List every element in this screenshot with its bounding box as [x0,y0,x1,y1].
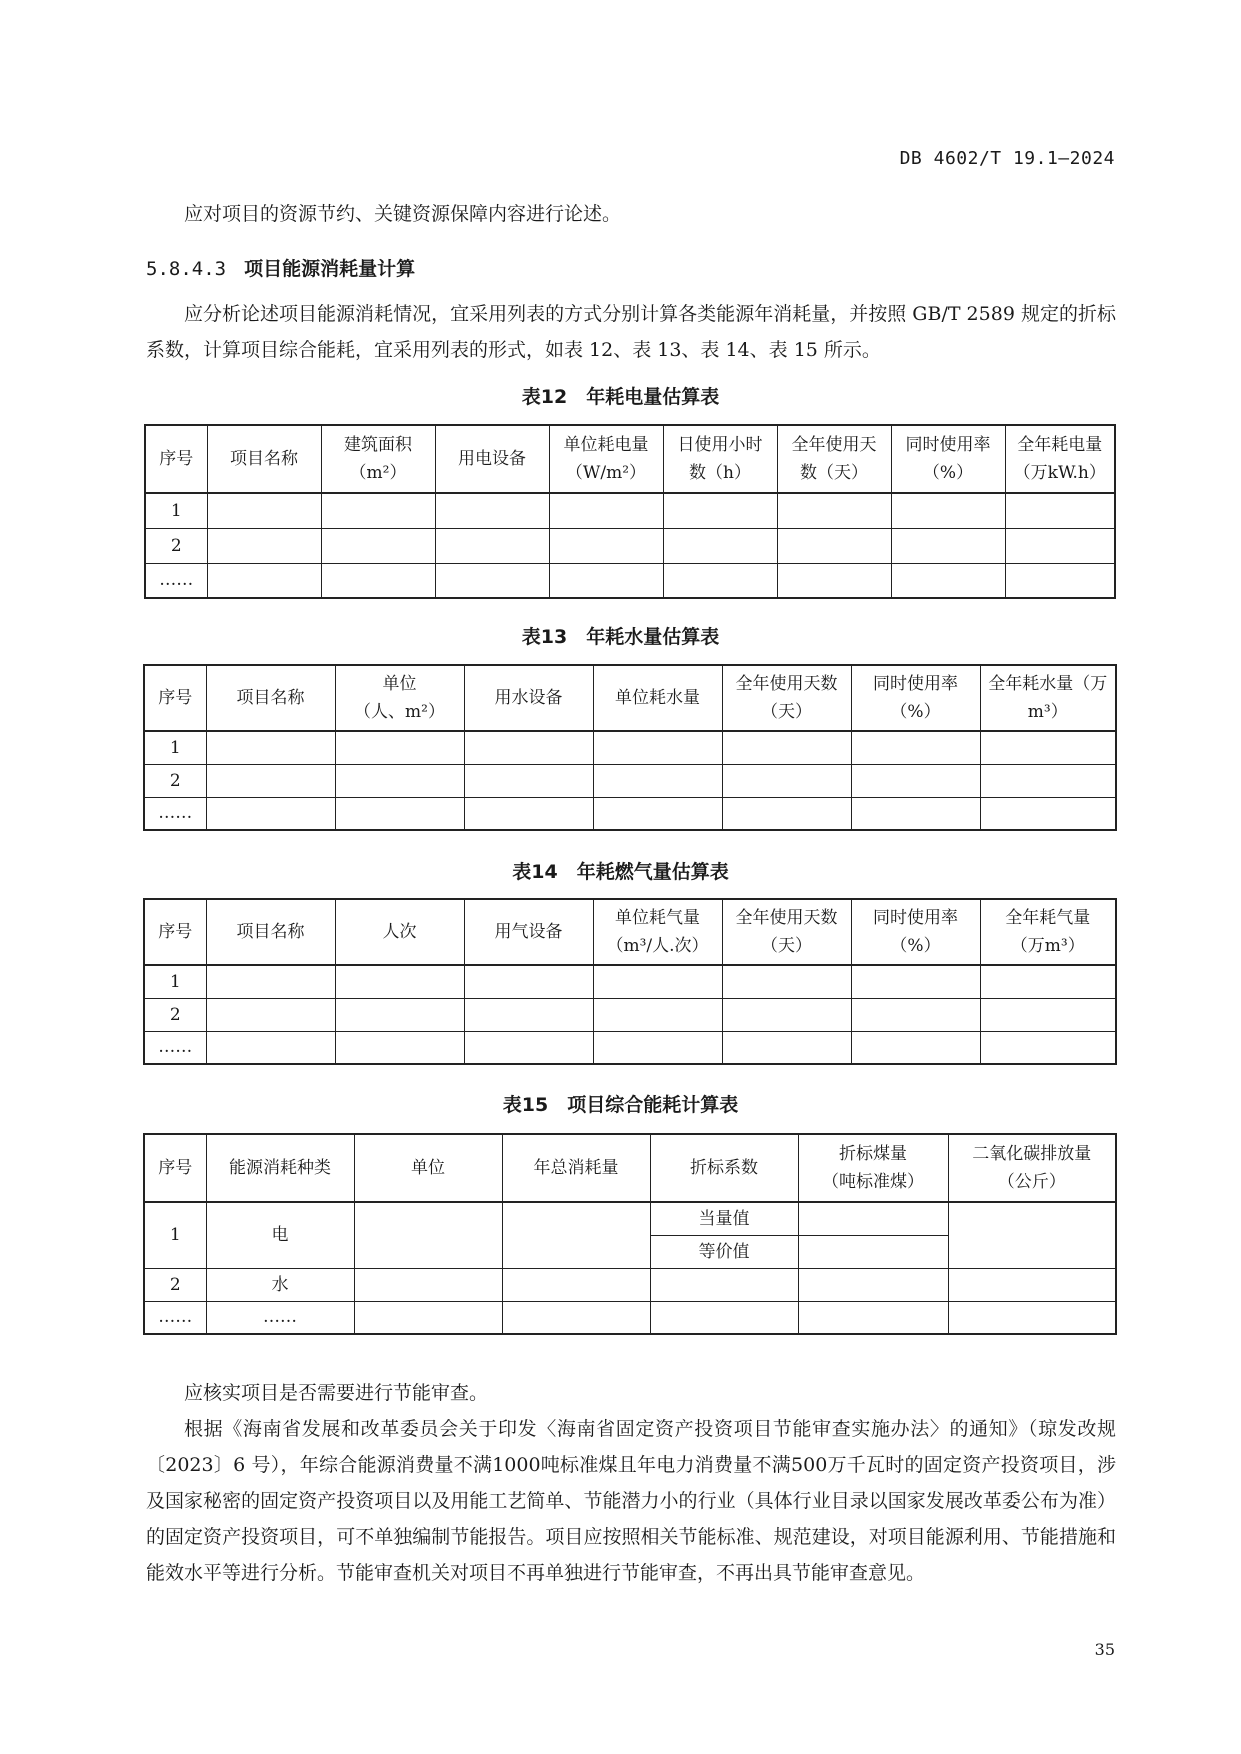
row-number: 2 [144,998,206,1031]
header-cell: 用水设备 [464,665,593,731]
table-row [144,965,1116,998]
table-row [144,1202,1116,1235]
header-cell: 单位耗水量 [593,665,722,731]
header-cell: 序号 [144,1134,206,1202]
header-cell: 建筑面积 （m²） [321,425,435,493]
row-number: 2 [144,1268,206,1301]
table-row [144,797,1116,830]
table15 [143,1133,1117,1335]
closing-paragraph-1: 应核实项目是否需要进行节能审查。 [184,1382,489,1404]
table-row [144,1031,1116,1064]
table14-header-row [144,899,1116,965]
table-row [144,998,1116,1031]
header-cell: 单位 （人、m²） [335,665,464,731]
row-number: 1 [144,965,206,998]
factor-label: 等价值 [650,1235,798,1268]
row-number: 1 [144,731,206,764]
header-cell: 二氧化碳排放量 （公斤） [948,1134,1116,1202]
header-cell: 全年耗水量（万 m³） [980,665,1116,731]
energy-kind: …… [206,1301,354,1334]
header-cell: 年总消耗量 [502,1134,650,1202]
header-cell: 折标煤量 （吨标准煤） [798,1134,948,1202]
row-number: 1 [145,493,207,528]
header-cell: 折标系数 [650,1134,798,1202]
table-row [144,1268,1116,1301]
header-cell: 序号 [145,425,207,493]
table15-header-row [144,1134,1116,1202]
intro-paragraph: 应对项目的资源节约、关键资源保障内容进行论述。 [184,203,622,225]
table14-caption: 表14 年耗燃气量估算表 [512,861,729,883]
row-number: …… [145,563,207,598]
table-row [145,528,1115,563]
header-cell: 单位 [354,1134,502,1202]
section-number: 5.8.4.3 [146,258,227,280]
header-cell: 用电设备 [435,425,549,493]
header-cell: 同时使用率 （%） [851,665,980,731]
header-cell: 序号 [144,665,206,731]
section-title: 项目能源消耗量计算 [244,258,416,280]
table13-header-row [144,665,1116,731]
table14 [143,898,1117,1065]
energy-kind: 电 [206,1202,354,1268]
table-row [144,731,1116,764]
table13 [143,664,1117,831]
row-number: …… [144,1301,206,1334]
section-heading [146,254,415,281]
header-cell: 人次 [335,899,464,965]
header-cell: 全年耗气量 （万m³） [980,899,1116,965]
header-cell: 项目名称 [206,665,335,731]
row-number: 2 [145,528,207,563]
header-cell: 单位耗气量 （m³/人.次） [593,899,722,965]
table13-caption: 表13 年耗水量估算表 [521,626,720,648]
row-number: 1 [144,1202,206,1268]
header-cell: 全年使用天数 （天） [722,899,851,965]
section-paragraph: 应分析论述项目能源消耗情况，宜采用列表的方式分别计算各类能源年消耗量，并按照 GB/T 2589 规定的折标系数，计算项目综合能耗，宜采用列表的形式，如表 12、表 13、表 14、表 15 所示。 [146,303,1116,361]
factor-label: 当量值 [650,1202,798,1235]
header-cell: 全年使用天数 （天） [722,665,851,731]
table12-caption: 表12 年耗电量估算表 [521,386,720,408]
header-cell: 单位耗电量 （W/m²） [549,425,663,493]
closing-paragraph-2: 根据《海南省发展和改革委员会关于印发〈海南省固定资产投资项目节能审查实施办法〉的通知》（琼发改规〔2023〕6 号），年综合能源消费量不满1000吨标准煤且年电力消费量不满500万千瓦时的固定资产投资项目，涉及国家秘密的固定资产投资项目以及用能工艺简单、节能潜力小的行业（具体行业目录以国家发展改革委公布为准）的固定资产投资项目，可不单独编制节能报告。项目应按照相关节能标准、规范建设，对项目能源利用、节能措施和能效水平等进行分析。节能审查机关对项目不再单独进行节能审查，不再出具节能审查意见。 [146,1418,1116,1584]
header-cell: 项目名称 [207,425,321,493]
header-cell: 同时使用率 （%） [891,425,1005,493]
table-row [145,493,1115,528]
energy-kind: 水 [206,1268,354,1301]
table12-header-row [145,425,1115,493]
header-cell: 能源消耗种类 [206,1134,354,1202]
header-cell: 序号 [144,899,206,965]
row-number: 2 [144,764,206,797]
header-cell: 全年使用天 数（天） [777,425,891,493]
header-cell: 全年耗电量 （万kW.h） [1005,425,1115,493]
table-row [145,563,1115,598]
row-number: …… [144,1031,206,1064]
table-row [144,1301,1116,1334]
header-cell: 同时使用率 （%） [851,899,980,965]
row-number: …… [144,797,206,830]
table15-caption: 表15 项目综合能耗计算表 [502,1094,739,1116]
page-number: 35 [1094,1640,1115,1659]
table-row [144,764,1116,797]
header-cell: 项目名称 [206,899,335,965]
table12 [144,424,1116,599]
header-cell: 用气设备 [464,899,593,965]
document-code: DB 4602/T 19.1—2024 [899,148,1115,169]
header-cell: 日使用小时 数（h） [663,425,777,493]
